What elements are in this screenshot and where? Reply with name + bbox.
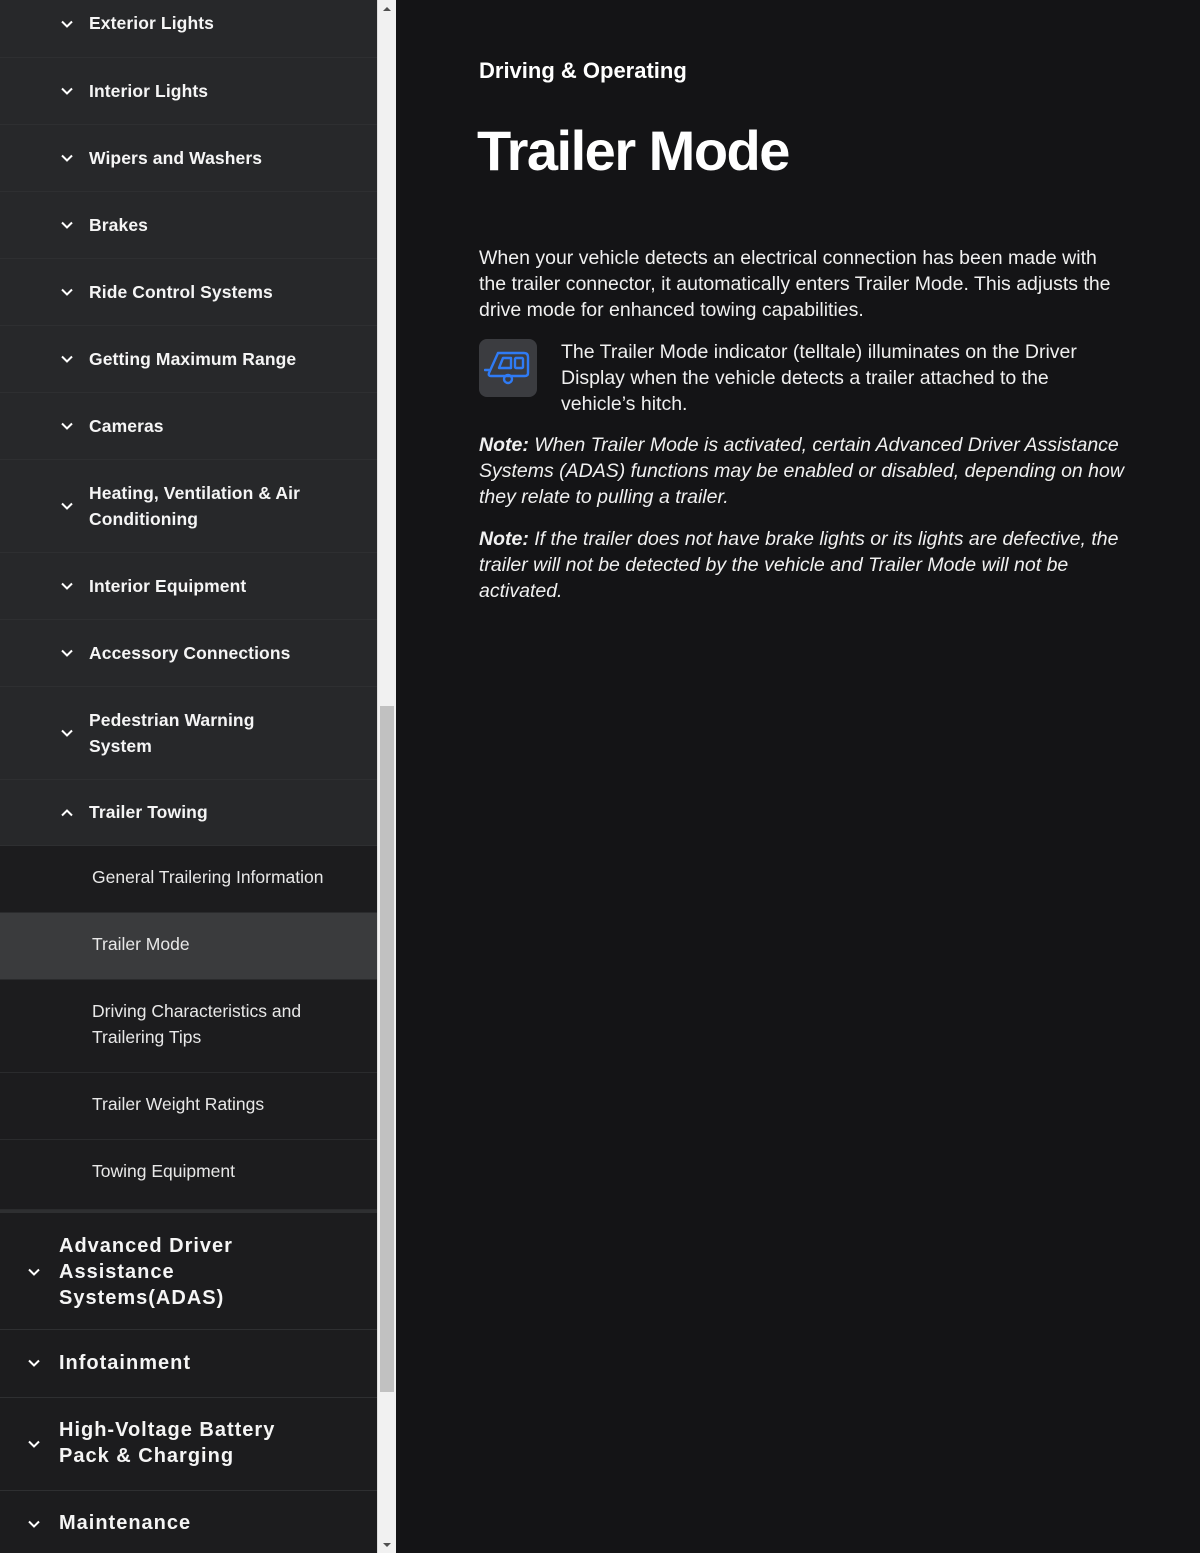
sidebar-subitem-driving-characteristics[interactable] xyxy=(0,980,377,1073)
sidebar-item-cameras[interactable] xyxy=(0,393,377,460)
chevron-down-icon xyxy=(58,149,76,167)
sidebar-subitem-label: Driving Characteristics and Trailering Tips xyxy=(92,1001,302,1047)
sidebar-subitem-label: Towing Equipment xyxy=(92,1161,235,1181)
main-content xyxy=(396,0,1200,1553)
sidebar-item-infotainment[interactable] xyxy=(0,1329,377,1397)
sidebar-item-interior-equipment[interactable] xyxy=(0,553,377,620)
sidebar-item-hv-battery[interactable] xyxy=(0,1397,377,1490)
sidebar-item-label: Trailer Towing xyxy=(89,802,208,822)
sidebar-item-pedestrian-warning[interactable] xyxy=(0,687,377,780)
page-title: Trailer Mode xyxy=(477,119,789,182)
sidebar-item-label: Pedestrian Warning System xyxy=(89,710,255,756)
sidebar-item-label: Heating, Ventilation & Air Conditioning xyxy=(89,483,301,529)
sidebar-subitem-label: Trailer Mode xyxy=(92,934,190,954)
sidebar-item-label: High-Voltage Battery Pack & Charging xyxy=(59,1419,276,1467)
sidebar-item-trailer-towing[interactable] xyxy=(0,780,377,846)
sidebar-subitem-trailer-mode[interactable] xyxy=(0,913,377,980)
chevron-down-icon xyxy=(58,82,76,100)
sidebar-subitem-label: General Trailering Information xyxy=(92,867,324,887)
sidebar-subitem-general-trailering[interactable] xyxy=(0,846,377,913)
sidebar-item-label: Wipers and Washers xyxy=(89,148,263,168)
note-adas xyxy=(479,432,1124,510)
chevron-down-icon xyxy=(58,577,76,595)
sidebar-subitem-label: Trailer Weight Ratings xyxy=(92,1094,265,1114)
scroll-up-arrow-icon[interactable] xyxy=(378,0,396,17)
note-label: Note: xyxy=(479,434,529,456)
chevron-down-icon xyxy=(58,644,76,662)
chevron-down-icon xyxy=(58,216,76,234)
trailer-telltale-icon xyxy=(479,339,537,397)
chevron-down-icon xyxy=(58,15,76,33)
sidebar-item-label: Brakes xyxy=(89,215,148,235)
sidebar-item-brakes[interactable] xyxy=(0,192,377,259)
sidebar-item-label: Accessory Connections xyxy=(89,643,291,663)
chevron-down-icon xyxy=(25,1435,43,1453)
chevron-down-icon xyxy=(58,283,76,301)
sidebar-item-ride-control[interactable] xyxy=(0,259,377,326)
chevron-down-icon xyxy=(25,1263,43,1281)
chevron-down-icon xyxy=(25,1515,43,1533)
sidebar-nav xyxy=(0,0,377,1553)
sidebar-item-accessory-connections[interactable] xyxy=(0,620,377,687)
sidebar-item-maximum-range[interactable] xyxy=(0,326,377,393)
scrollbar-thumb[interactable] xyxy=(380,706,394,1392)
sidebar-item-hvac[interactable] xyxy=(0,460,377,553)
sidebar-scrollbar[interactable] xyxy=(377,0,396,1553)
intro-paragraph: When your vehicle detects an electrical connection has been made with the trailer connector, it automatically enters Trailer Mode. This adjusts the drive mode for enhanced towing capabilities. xyxy=(479,247,1111,321)
sidebar-item-label: Infotainment xyxy=(59,1352,191,1374)
chevron-down-icon xyxy=(58,350,76,368)
chevron-down-icon xyxy=(58,417,76,435)
sidebar-item-wipers[interactable] xyxy=(0,125,377,192)
note-label: Note: xyxy=(479,528,529,550)
sidebar-item-interior-lights[interactable] xyxy=(0,58,377,125)
sidebar-item-label: Ride Control Systems xyxy=(89,282,273,302)
chevron-up-icon xyxy=(58,804,76,822)
sidebar-item-label: Interior Lights xyxy=(89,81,209,101)
sidebar-item-label: Advanced Driver Assistance Systems(ADAS) xyxy=(59,1235,233,1309)
sidebar-subitem-towing-equipment[interactable] xyxy=(0,1140,377,1210)
note-brake-lights xyxy=(479,526,1124,604)
sidebar-item-label: Getting Maximum Range xyxy=(89,349,297,369)
indicator-description: The Trailer Mode indicator (telltale) illuminates on the Driver Display when the vehicle detects a trailer attached to the vehicle’s hitch. xyxy=(561,341,1077,415)
chevron-down-icon xyxy=(25,1354,43,1372)
sidebar-item-maintenance[interactable] xyxy=(0,1490,377,1553)
chevron-down-icon xyxy=(58,724,76,742)
sidebar-item-label: Exterior Lights xyxy=(89,13,214,33)
chevron-down-icon xyxy=(58,497,76,515)
sidebar-item-adas[interactable] xyxy=(0,1210,377,1330)
sidebar-subitem-trailer-weight[interactable] xyxy=(0,1073,377,1140)
sidebar-item-exterior-lights[interactable] xyxy=(0,0,377,58)
sidebar-item-label: Cameras xyxy=(89,416,164,436)
sidebar-item-label: Maintenance xyxy=(59,1512,192,1534)
note-text: When Trailer Mode is activated, certain Advanced Driver Assistance Systems (ADAS) functions may be enabled or disabled, depending on how they relate to pulling a trailer. xyxy=(479,434,1124,508)
scroll-down-arrow-icon[interactable] xyxy=(378,1536,396,1553)
breadcrumb[interactable]: Driving & Operating xyxy=(479,58,687,83)
note-text: If the trailer does not have brake lights or its lights are defective, the trailer will not be detected by the vehicle and Trailer Mode will not be activated. xyxy=(479,528,1119,602)
sidebar-item-label: Interior Equipment xyxy=(89,576,247,596)
